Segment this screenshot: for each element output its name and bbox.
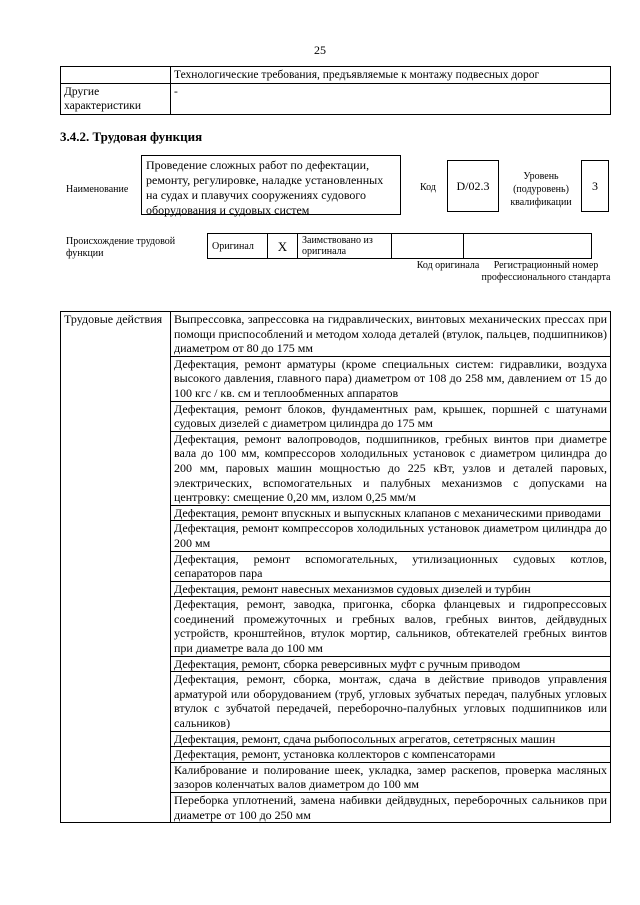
table-row	[61, 67, 611, 84]
origin-table	[207, 233, 592, 259]
labor-action-item: Дефектация, ремонт арматуры (кроме специальных систем: гидравлики, воздуха высокого давления, главного пара) диаметром от 108 до 258 мм, давлением от 15 до 100 кгс / кв. см и теплообменных аппаратов	[171, 356, 611, 401]
table-row	[61, 312, 611, 357]
name-label: Наименование	[66, 184, 129, 195]
tech-requirements-cell: Технологические требования, предъявляемые к монтажу подвесных дорог	[171, 67, 611, 84]
labor-action-item: Переборка уплотнений, замена набивки дейдвудных, переборочных сальников при диаметре от 100 до 250 мм	[171, 793, 611, 823]
labor-action-item: Дефектация, ремонт вспомогательных, утилизационных судовых котлов, сепараторов пара	[171, 551, 611, 581]
function-name-box: Проведение сложных работ по дефектации, ремонту, регулировке, наладке установленных на судах и плавучих сооружениях судового оборудования и судовых систем	[141, 155, 401, 215]
top-characteristics-table	[60, 66, 611, 115]
labor-action-item: Дефектация, ремонт, сборка реверсивных муфт с ручным приводом	[171, 656, 611, 672]
function-code-box: D/02.3	[447, 160, 499, 212]
labor-action-item: Дефектация, ремонт, сдача рыбопосольных агрегатов, сететрясных машин	[171, 731, 611, 747]
labor-action-item: Дефектация, ремонт, заводка, пригонка, сборка фланцевых и гидропрессовых соединений промежуточных и гребных валов, гребных винтов, дейдвудных устройств, кронштейнов, втулок мортир, сальников, обтекателей гребных винтов при диаметре вала до 100 мм	[171, 597, 611, 656]
labor-action-item: Дефектация, ремонт навесных механизмов судовых дизелей и турбин	[171, 581, 611, 597]
empty-cell	[61, 67, 171, 84]
original-mark-cell: X	[268, 234, 298, 259]
labor-actions-table	[60, 311, 611, 823]
labor-action-item: Дефектация, ремонт блоков, фундаментных рам, крышек, поршней с шатунами судовых дизелей с диаметром цилиндра до 175 мм	[171, 401, 611, 431]
origin-label: Происхождение трудовой функции	[66, 236, 176, 259]
labor-action-item: Дефектация, ремонт компрессоров холодильных установок диаметром цилиндра до 200 мм	[171, 521, 611, 551]
table-row	[208, 234, 592, 259]
section-title: 3.4.2. Трудовая функция	[60, 129, 203, 144]
qualification-level-label: Уровень (подуровень) квалификации	[510, 171, 572, 208]
labor-action-item: Выпрессовка, запрессовка на гидравлических, винтовых механических прессах при помощи приспособлений и методом холода деталей (втулок, пальцев, подшипников) диаметром от 80 до 175 мм	[171, 312, 611, 357]
code-original-label: Код оригинала	[416, 260, 480, 271]
other-characteristics-value: -	[171, 84, 611, 115]
labor-action-item: Калибрование и полирование шеек, укладка, замер раскепов, проверка масляных зазоров коленчатых валов диаметром до 100 мм	[171, 762, 611, 792]
qualification-level-box: 3	[581, 160, 609, 212]
reg-number-cell	[464, 234, 592, 259]
labor-action-item: Дефектация, ремонт, сборка, монтаж, сдача в действие приводов управления арматурой или оборудованием (труб, угловых зубчатых передач, палубных угловых втулок с зубчатой передачей, переборочно-палубных угловых подшипников или сальников)	[171, 672, 611, 731]
borrowed-label-cell: Заимствовано из оригинала	[298, 234, 392, 259]
labor-action-item: Дефектация, ремонт впускных и выпускных клапанов с механическими приводами	[171, 505, 611, 521]
labor-action-item: Дефектация, ремонт, установка коллекторов с компенсаторами	[171, 747, 611, 763]
labor-actions-label: Трудовые действия	[61, 312, 171, 823]
reg-number-label: Регистрационный номер профессионального стандарта	[481, 260, 611, 283]
other-characteristics-label: Другие характеристики	[61, 84, 171, 115]
code-original-cell	[392, 234, 464, 259]
page-number: 25	[314, 43, 326, 57]
original-label-cell: Оригинал	[208, 234, 268, 259]
table-row	[61, 84, 611, 115]
labor-action-item: Дефектация, ремонт валопроводов, подшипников, гребных винтов при диаметре вала до 100 мм, компрессоров холодильных установок с диаметром цилиндра до 200 мм, паровых машин мощностью до 225 кВт, узлов и деталей паровых, электрических, вспомогательных и палубных механизмов с допусками на центровку: смещение 0,20 мм, излом 0,25 мм/м	[171, 431, 611, 505]
code-label: Код	[420, 182, 436, 193]
